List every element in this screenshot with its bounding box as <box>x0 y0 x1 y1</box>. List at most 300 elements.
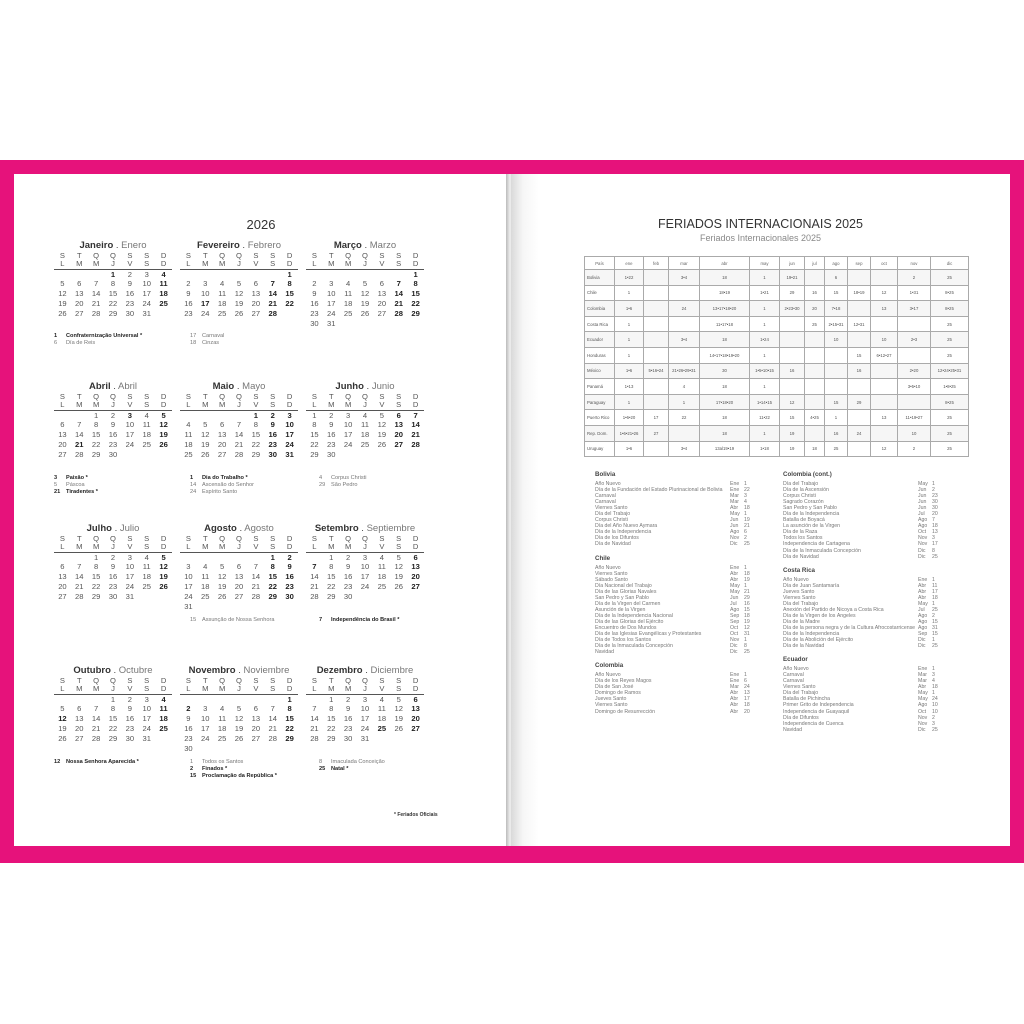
weekday-label: Q <box>93 533 100 543</box>
holiday-dates-cell: 3•17 <box>898 301 931 317</box>
month-separator: . <box>110 665 119 676</box>
day-cell: 29 <box>251 449 261 459</box>
holiday-dates-cell: 4•25 <box>805 410 825 426</box>
day-cell: 29 <box>91 449 101 459</box>
holiday-month: Jun <box>730 523 739 530</box>
holiday-dates-cell: 16 <box>780 363 805 379</box>
weekday-label: D <box>412 684 419 694</box>
day-cell: 21 <box>91 724 101 733</box>
month-holiday-list <box>190 475 254 497</box>
holiday-name: Día de la Ascensión <box>783 487 829 494</box>
day-cell: 21 <box>310 582 319 591</box>
table-column-header: jul <box>805 257 825 270</box>
holiday-dates-cell: 1 <box>825 410 848 426</box>
left-page <box>14 174 508 846</box>
holiday-dates-cell <box>644 441 669 457</box>
holiday-dates-cell <box>871 425 898 441</box>
day-cell <box>138 450 155 460</box>
holiday-month: Sep <box>918 631 928 638</box>
holiday-dates-cell: 1 <box>750 425 780 441</box>
holiday-month: Abr <box>918 582 927 589</box>
holiday-month: Jul <box>918 511 925 518</box>
day-cell: 19 <box>58 724 67 733</box>
holiday-item <box>190 340 224 347</box>
day-cell: 9 <box>186 714 191 724</box>
week-row <box>306 704 424 714</box>
weekday-label: S <box>270 400 276 410</box>
day-cell: 4 <box>220 704 225 714</box>
weekday-label: Q <box>110 250 116 260</box>
month-holiday-list <box>54 475 98 497</box>
day-cell: 10 <box>184 572 193 582</box>
day-cell: 1 <box>94 410 99 420</box>
holiday-day: 29 <box>744 594 750 601</box>
week-row <box>306 572 424 582</box>
month-name-es: Febrero <box>247 240 281 251</box>
day-cell: 20 <box>394 430 403 440</box>
holiday-day: 24 <box>932 696 938 703</box>
holiday-dates-cell: 25 <box>931 347 969 363</box>
day-cell: 17 <box>142 714 151 724</box>
day-cell: 26 <box>394 724 403 733</box>
holiday-dates-cell <box>825 363 848 379</box>
week-row <box>180 430 298 440</box>
weekday-label: S <box>270 391 276 401</box>
day-cell <box>214 744 231 754</box>
holiday-dates-cell: 1•6 <box>615 441 644 457</box>
weekday-label: M <box>202 684 209 694</box>
weekday-label: S <box>396 675 402 685</box>
day-cell: 7 <box>413 410 418 420</box>
table-column-header: nov <box>898 257 931 270</box>
day-cell: 2 <box>329 410 334 420</box>
month-title <box>180 382 298 392</box>
holiday-day: 3 <box>932 535 935 542</box>
month-holiday-list <box>54 333 142 347</box>
holiday-day: 25 <box>744 649 750 656</box>
day-cell: 9 <box>127 704 132 714</box>
country-name: Colombia <box>595 662 624 670</box>
month-name-pt: Julho <box>86 523 112 534</box>
weekday-label: S <box>379 250 385 260</box>
weekday-label: S <box>185 250 191 260</box>
holiday-dates-cell: 13 <box>871 410 898 426</box>
holiday-name: Día de Juan Santamaría <box>783 582 840 589</box>
month-calendar <box>54 241 172 319</box>
day-cell <box>247 744 264 754</box>
month-holiday-list <box>319 617 399 624</box>
month-name-pt: Dezembro <box>316 665 363 676</box>
day-cell: 12 <box>159 420 168 430</box>
holiday-dates-cell: 18•19 <box>848 285 871 301</box>
holiday-month: May <box>918 481 928 487</box>
holiday-month: Nov <box>730 535 740 542</box>
day-cell: 15 <box>285 714 294 724</box>
day-cell: 4 <box>186 420 191 430</box>
day-cell: 13 <box>394 420 403 430</box>
weekday-label: Q <box>345 391 352 401</box>
holiday-dates-cell: 25 <box>931 441 969 457</box>
month-name-pt: Abril <box>88 381 111 392</box>
week-row <box>180 411 298 421</box>
day-cell: 20 <box>58 582 67 591</box>
holiday-name: Año Nuevo <box>595 672 621 679</box>
day-cell: 6 <box>60 562 65 572</box>
holiday-day: 8 <box>319 759 323 765</box>
holiday-name: Carnaval <box>595 493 616 500</box>
day-cell: 14 <box>310 572 319 582</box>
holiday-month: Jun <box>918 487 927 494</box>
day-cell: 14 <box>75 572 84 582</box>
weekday-row-es <box>306 543 424 552</box>
day-cell: 3 <box>127 552 132 562</box>
holiday-day: 1 <box>932 481 935 487</box>
day-cell: 28 <box>91 308 101 318</box>
day-cell: 25 <box>343 308 353 318</box>
month-calendar <box>306 524 424 602</box>
holiday-dates-cell: 25 <box>931 270 969 286</box>
holiday-month: May <box>730 511 740 518</box>
month-name-es: Enero <box>121 240 147 251</box>
holiday-day: 4 <box>319 475 323 481</box>
holiday-item <box>54 482 98 489</box>
week-row <box>54 450 172 460</box>
week-row <box>180 602 298 612</box>
holiday-dates-cell <box>644 379 669 395</box>
weekday-row-es <box>54 401 172 410</box>
table-row <box>585 394 969 410</box>
weekday-label: Q <box>236 250 242 260</box>
day-cell: 30 <box>285 591 294 601</box>
holiday-dates-cell <box>848 301 871 317</box>
holiday-dates-cell: 25 <box>805 316 825 332</box>
holiday-dates-cell: 1•6•21•26 <box>615 425 644 441</box>
weekday-label: M <box>76 684 83 694</box>
holiday-month: Mar <box>730 684 739 691</box>
day-cell: 6 <box>396 410 401 420</box>
holiday-dates-cell: 1•22 <box>615 270 644 286</box>
holiday-dates-cell <box>871 316 898 332</box>
table-column-header: mar <box>669 257 700 270</box>
weekday-label: S <box>396 391 402 401</box>
day-cell: 28 <box>310 591 319 601</box>
day-cell <box>155 309 172 319</box>
holiday-day: 25 <box>932 606 938 613</box>
weekday-label: T <box>202 391 208 401</box>
day-cell: 21 <box>251 582 261 591</box>
weekday-label: D <box>412 259 419 269</box>
day-cell: 14 <box>91 714 101 724</box>
holiday-row <box>783 554 943 560</box>
day-cell <box>155 734 172 744</box>
holiday-dates-cell: 27 <box>644 425 669 441</box>
day-cell: 13 <box>234 572 244 582</box>
holiday-name: Día de la Independencia <box>783 631 840 638</box>
day-cell: 25 <box>142 582 151 591</box>
holiday-dates-cell <box>805 332 825 348</box>
holiday-month: Mar <box>918 672 927 679</box>
weekday-label: M <box>218 684 226 694</box>
day-cell: 11 <box>377 704 386 714</box>
holiday-dates-cell: 12 <box>871 441 898 457</box>
day-cell: 26 <box>394 582 403 591</box>
month-separator: . <box>236 523 245 534</box>
country-cell: México <box>585 363 615 379</box>
weekday-label: L <box>312 259 317 269</box>
holiday-day: 1 <box>54 333 58 339</box>
holiday-name: Domingo de Resurrección <box>595 708 655 715</box>
day-cell: 11 <box>184 430 193 440</box>
day-cell: 22 <box>108 724 118 733</box>
week-row <box>54 440 172 450</box>
day-cell: 17 <box>201 724 210 733</box>
holiday-day: 25 <box>932 726 938 733</box>
day-cell: 12 <box>394 562 403 572</box>
holiday-day: 18 <box>932 523 938 530</box>
day-cell: 3 <box>203 279 208 289</box>
day-cell: 20 <box>411 572 420 582</box>
holiday-month: Dic <box>918 643 926 650</box>
holiday-name: Independencia de Guayaquil <box>783 708 850 715</box>
month-calendar <box>180 524 298 611</box>
weekday-row-es <box>180 260 298 269</box>
day-cell: 28 <box>310 733 319 743</box>
weekday-label: Q <box>236 533 242 543</box>
holiday-name: Batalla de Boyacá <box>783 517 825 524</box>
holiday-month: Ago <box>730 606 740 613</box>
day-cell: 11 <box>142 562 151 572</box>
day-cell: 3 <box>144 694 149 704</box>
holiday-dates-cell: 12•24•25•31 <box>931 363 969 379</box>
holiday-name: Día de la Independencia <box>783 511 840 518</box>
weekday-label: M <box>344 684 352 694</box>
holiday-dates-cell: 1 <box>669 394 700 410</box>
holiday-name: Viernes Santo <box>783 594 816 601</box>
day-cell: 27 <box>234 591 244 601</box>
day-cell: 2 <box>127 694 132 704</box>
day-cell <box>373 450 390 460</box>
day-cell: 29 <box>411 308 420 318</box>
day-cell: 22 <box>285 299 294 308</box>
day-cell: 10 <box>142 279 151 289</box>
day-cell: 12 <box>159 562 168 572</box>
day-cell <box>373 270 390 280</box>
day-cell: 13 <box>251 714 261 724</box>
weekday-label: S <box>144 533 150 543</box>
weekday-label: D <box>412 391 419 401</box>
holiday-dates-cell <box>848 410 871 426</box>
day-cell <box>54 411 71 421</box>
holiday-day: 1 <box>932 666 935 673</box>
holiday-name: Día de la Virgen de los Ángeles <box>783 612 856 619</box>
holiday-item <box>190 333 224 340</box>
day-cell <box>373 734 390 744</box>
holiday-dates-cell: 1•13 <box>615 379 644 395</box>
weekday-label: M <box>344 259 352 269</box>
holiday-dates-cell: 3•4 <box>669 441 700 457</box>
day-cell: 9 <box>270 420 275 430</box>
day-cell: 27 <box>75 308 84 318</box>
country-cell: Chile <box>585 285 615 301</box>
holiday-day: 24 <box>744 684 750 691</box>
weekday-label: S <box>127 533 133 543</box>
weekday-label: S <box>59 391 65 401</box>
holiday-dates-cell: 18 <box>700 379 750 395</box>
holiday-dates-cell <box>871 394 898 410</box>
day-cell: 2 <box>346 552 351 562</box>
holiday-name: Viernes Santo <box>595 702 628 709</box>
holiday-item <box>190 489 254 496</box>
holiday-day: 6 <box>54 340 58 347</box>
holiday-dates-cell <box>805 363 825 379</box>
day-cell <box>88 270 105 280</box>
holiday-month: Nov <box>918 714 928 721</box>
weekday-label: L <box>60 259 65 269</box>
day-cell: 15 <box>268 572 277 582</box>
holiday-dates-cell: 6 <box>825 270 848 286</box>
holiday-name: Día de los Reyes Magos <box>595 678 652 685</box>
day-cell: 3 <box>346 410 351 420</box>
day-cell: 19 <box>159 430 168 440</box>
day-cell: 11 <box>159 279 168 289</box>
holiday-month: Nov <box>918 535 928 542</box>
day-cell: 23 <box>268 440 277 449</box>
holiday-day: 15 <box>190 617 197 623</box>
holiday-month: Abr <box>730 696 739 703</box>
holiday-name: Día de la Independencia Nacional <box>595 612 673 619</box>
day-cell: 5 <box>60 279 65 289</box>
day-cell: 31 <box>142 733 151 743</box>
month-calendar <box>180 666 298 753</box>
table-row <box>585 347 969 363</box>
weekday-label: D <box>412 533 419 543</box>
day-cell <box>407 450 424 460</box>
holiday-month: Jun <box>918 493 927 500</box>
week-row <box>180 553 298 563</box>
holiday-month: Ago <box>730 529 740 536</box>
page-subtitle: Feriados Internacionales 2025 <box>699 233 822 243</box>
week-row <box>180 695 298 705</box>
weekday-label: D <box>160 542 167 552</box>
day-cell: 29 <box>108 733 118 743</box>
day-cell: 26 <box>58 308 67 318</box>
day-cell <box>247 270 264 280</box>
holiday-name: Primer Grito de Independencia <box>783 702 854 709</box>
holiday-name: Día de la persona negra y de la Cultura Afrocostarricense <box>783 624 916 631</box>
holiday-name: San Pedro y San Pablo <box>783 505 837 512</box>
holiday-name: Confraternização Universal * <box>66 333 143 339</box>
holiday-day: 17 <box>744 696 750 703</box>
holiday-dates-cell: 20 <box>805 301 825 317</box>
weekday-label: J <box>363 259 367 269</box>
holiday-day: 16 <box>744 600 750 607</box>
day-cell: 16 <box>125 289 135 299</box>
day-cell: 16 <box>343 572 353 582</box>
holiday-name: Encuentro de Dos Mundos <box>595 624 657 631</box>
weekday-label: M <box>218 259 226 269</box>
day-cell: 11 <box>159 704 168 714</box>
day-cell: 23 <box>310 308 319 318</box>
holiday-day: 10 <box>932 702 938 709</box>
holiday-row <box>595 541 755 547</box>
day-cell: 17 <box>285 430 294 440</box>
holiday-name: Nossa Senhora Aparecida * <box>66 759 139 765</box>
day-cell <box>390 319 407 329</box>
weekday-label: M <box>328 542 335 552</box>
day-cell: 15 <box>310 430 319 440</box>
month-calendar <box>54 524 172 602</box>
month-calendar <box>306 666 424 744</box>
month-name-pt: Agosto <box>204 523 237 534</box>
day-cell <box>340 270 357 280</box>
month-title <box>54 524 172 534</box>
holiday-name: Día de la Fundación del Estado Plurinacional de Bolivia <box>595 487 723 494</box>
weekday-label: M <box>344 400 352 410</box>
weekday-label: D <box>160 533 167 543</box>
country-cell: Bolivia <box>585 270 615 286</box>
country-cell: Panamá <box>585 379 615 395</box>
day-cell: 16 <box>310 299 319 308</box>
holiday-name: Jueves Santo <box>783 588 815 595</box>
day-cell <box>407 734 424 744</box>
day-cell: 26 <box>234 733 244 743</box>
holiday-name: Tiradentes * <box>66 489 98 496</box>
day-cell: 21 <box>75 582 84 591</box>
holiday-day: 15 <box>932 631 938 638</box>
weekday-label: T <box>328 533 334 543</box>
week-row <box>180 724 298 734</box>
holiday-day: 21 <box>744 588 750 595</box>
weekday-label: S <box>270 675 276 685</box>
month-name-pt: Março <box>333 240 362 251</box>
holiday-name: Carnaval <box>783 672 804 679</box>
holiday-name: Imaculada Conceição <box>331 759 385 765</box>
day-cell: 5 <box>236 279 242 289</box>
holiday-month: Sep <box>730 612 740 619</box>
day-cell: 29 <box>327 733 336 743</box>
day-cell: 16 <box>268 430 277 440</box>
day-cell: 17 <box>142 289 151 299</box>
day-cell: 26 <box>201 449 210 459</box>
weekday-label: J <box>363 684 367 694</box>
day-cell: 23 <box>108 440 118 449</box>
footnote: * Feriados Oficiais <box>394 812 438 818</box>
country-block <box>783 567 943 650</box>
week-row <box>306 289 424 299</box>
day-cell: 12 <box>201 430 210 440</box>
weekday-label: M <box>344 542 352 552</box>
day-cell <box>281 744 298 754</box>
day-cell: 2 <box>127 269 132 279</box>
weekday-label: Q <box>110 533 116 543</box>
holiday-day: 2 <box>744 535 747 542</box>
holiday-day: 24 <box>190 489 197 496</box>
holiday-dates-cell <box>669 285 700 301</box>
weekday-label: S <box>59 675 65 685</box>
holiday-day: 7 <box>932 517 935 524</box>
day-cell: 19 <box>159 572 168 582</box>
holiday-name: Día de Navidad <box>783 553 819 560</box>
holiday-name: Assunção de Nossa Senhora <box>202 617 275 623</box>
table-row <box>585 363 969 379</box>
day-cell: 4 <box>203 562 208 572</box>
holiday-dates-cell <box>848 379 871 395</box>
day-cell: 3 <box>362 552 368 562</box>
holiday-dates-cell: 1•6•20 <box>615 410 644 426</box>
month-separator: . <box>113 240 122 251</box>
holiday-month: Oct <box>730 631 739 638</box>
day-cell <box>71 411 88 421</box>
